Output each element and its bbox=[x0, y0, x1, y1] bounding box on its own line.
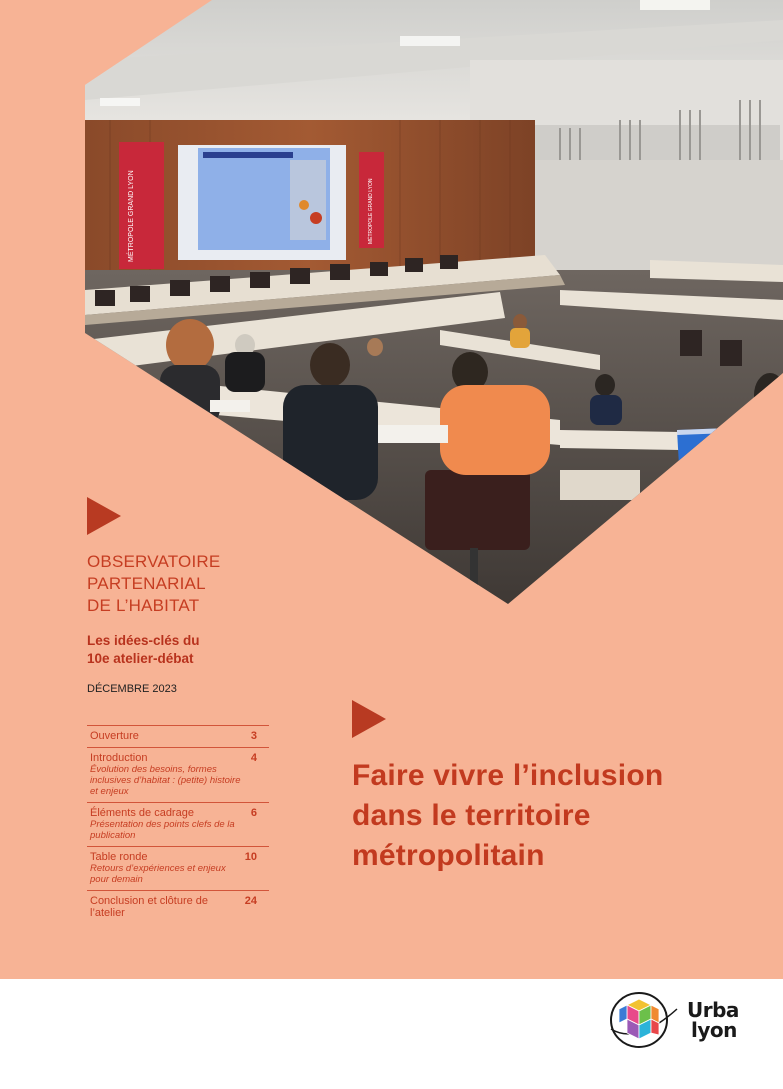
logo-line: lyon bbox=[691, 1018, 737, 1042]
toc-description: Présentation des points clefs de la publication bbox=[90, 819, 235, 841]
toc-title: Table ronde bbox=[90, 851, 148, 863]
toc-title: Introduction bbox=[90, 752, 148, 764]
logo-text bbox=[687, 1000, 739, 1040]
banner-left: MÉTROPOLE GRAND LYON bbox=[128, 170, 135, 262]
urbalyon-logo bbox=[607, 989, 757, 1051]
toc-item[interactable] bbox=[87, 802, 269, 846]
toc-item[interactable] bbox=[87, 747, 269, 802]
subtitle bbox=[87, 632, 257, 668]
toc-description: Retours d’expériences et enjeux pour demain bbox=[90, 863, 226, 885]
publication-date: DÉCEMBRE 2023 bbox=[87, 683, 177, 695]
toc-page: 6 bbox=[250, 807, 257, 819]
play-triangle-icon bbox=[87, 497, 121, 535]
organization-line: OBSERVATOIRE bbox=[87, 552, 221, 571]
toc-page: 4 bbox=[250, 752, 257, 764]
toc-description: Évolution des besoins, formes inclusives d’habitat : (petite) histoire et enjeux bbox=[90, 764, 241, 797]
toc-item[interactable] bbox=[87, 725, 269, 747]
toc-title: Ouverture bbox=[90, 730, 139, 742]
headline-line: métropolitain bbox=[352, 839, 545, 872]
logo-line: Urba bbox=[687, 998, 739, 1022]
headline-line: dans le territoire bbox=[352, 799, 591, 832]
toc-page: 10 bbox=[244, 851, 257, 863]
table-of-contents bbox=[87, 725, 269, 924]
organization-name bbox=[87, 551, 220, 617]
play-triangle-icon bbox=[352, 700, 386, 738]
banner-right: MÉTROPOLE GRAND LYON bbox=[368, 178, 374, 244]
cube-logo-icon bbox=[607, 989, 682, 1051]
toc-page: 24 bbox=[244, 895, 257, 907]
toc-item[interactable] bbox=[87, 846, 269, 890]
toc-title: Conclusion et clôture de l’atelier bbox=[90, 895, 209, 919]
organization-line: DE L’HABITAT bbox=[87, 596, 200, 615]
toc-title: Éléments de cadrage bbox=[90, 807, 194, 819]
toc-item[interactable] bbox=[87, 890, 269, 924]
organization-line: PARTENARIAL bbox=[87, 574, 206, 593]
headline-line: Faire vivre l’inclusion bbox=[352, 759, 664, 792]
subtitle-line: Les idées-clés du bbox=[87, 633, 200, 648]
subtitle-line: 10e atelier-débat bbox=[87, 651, 194, 666]
main-headline bbox=[352, 756, 752, 876]
toc-page: 3 bbox=[250, 730, 257, 742]
